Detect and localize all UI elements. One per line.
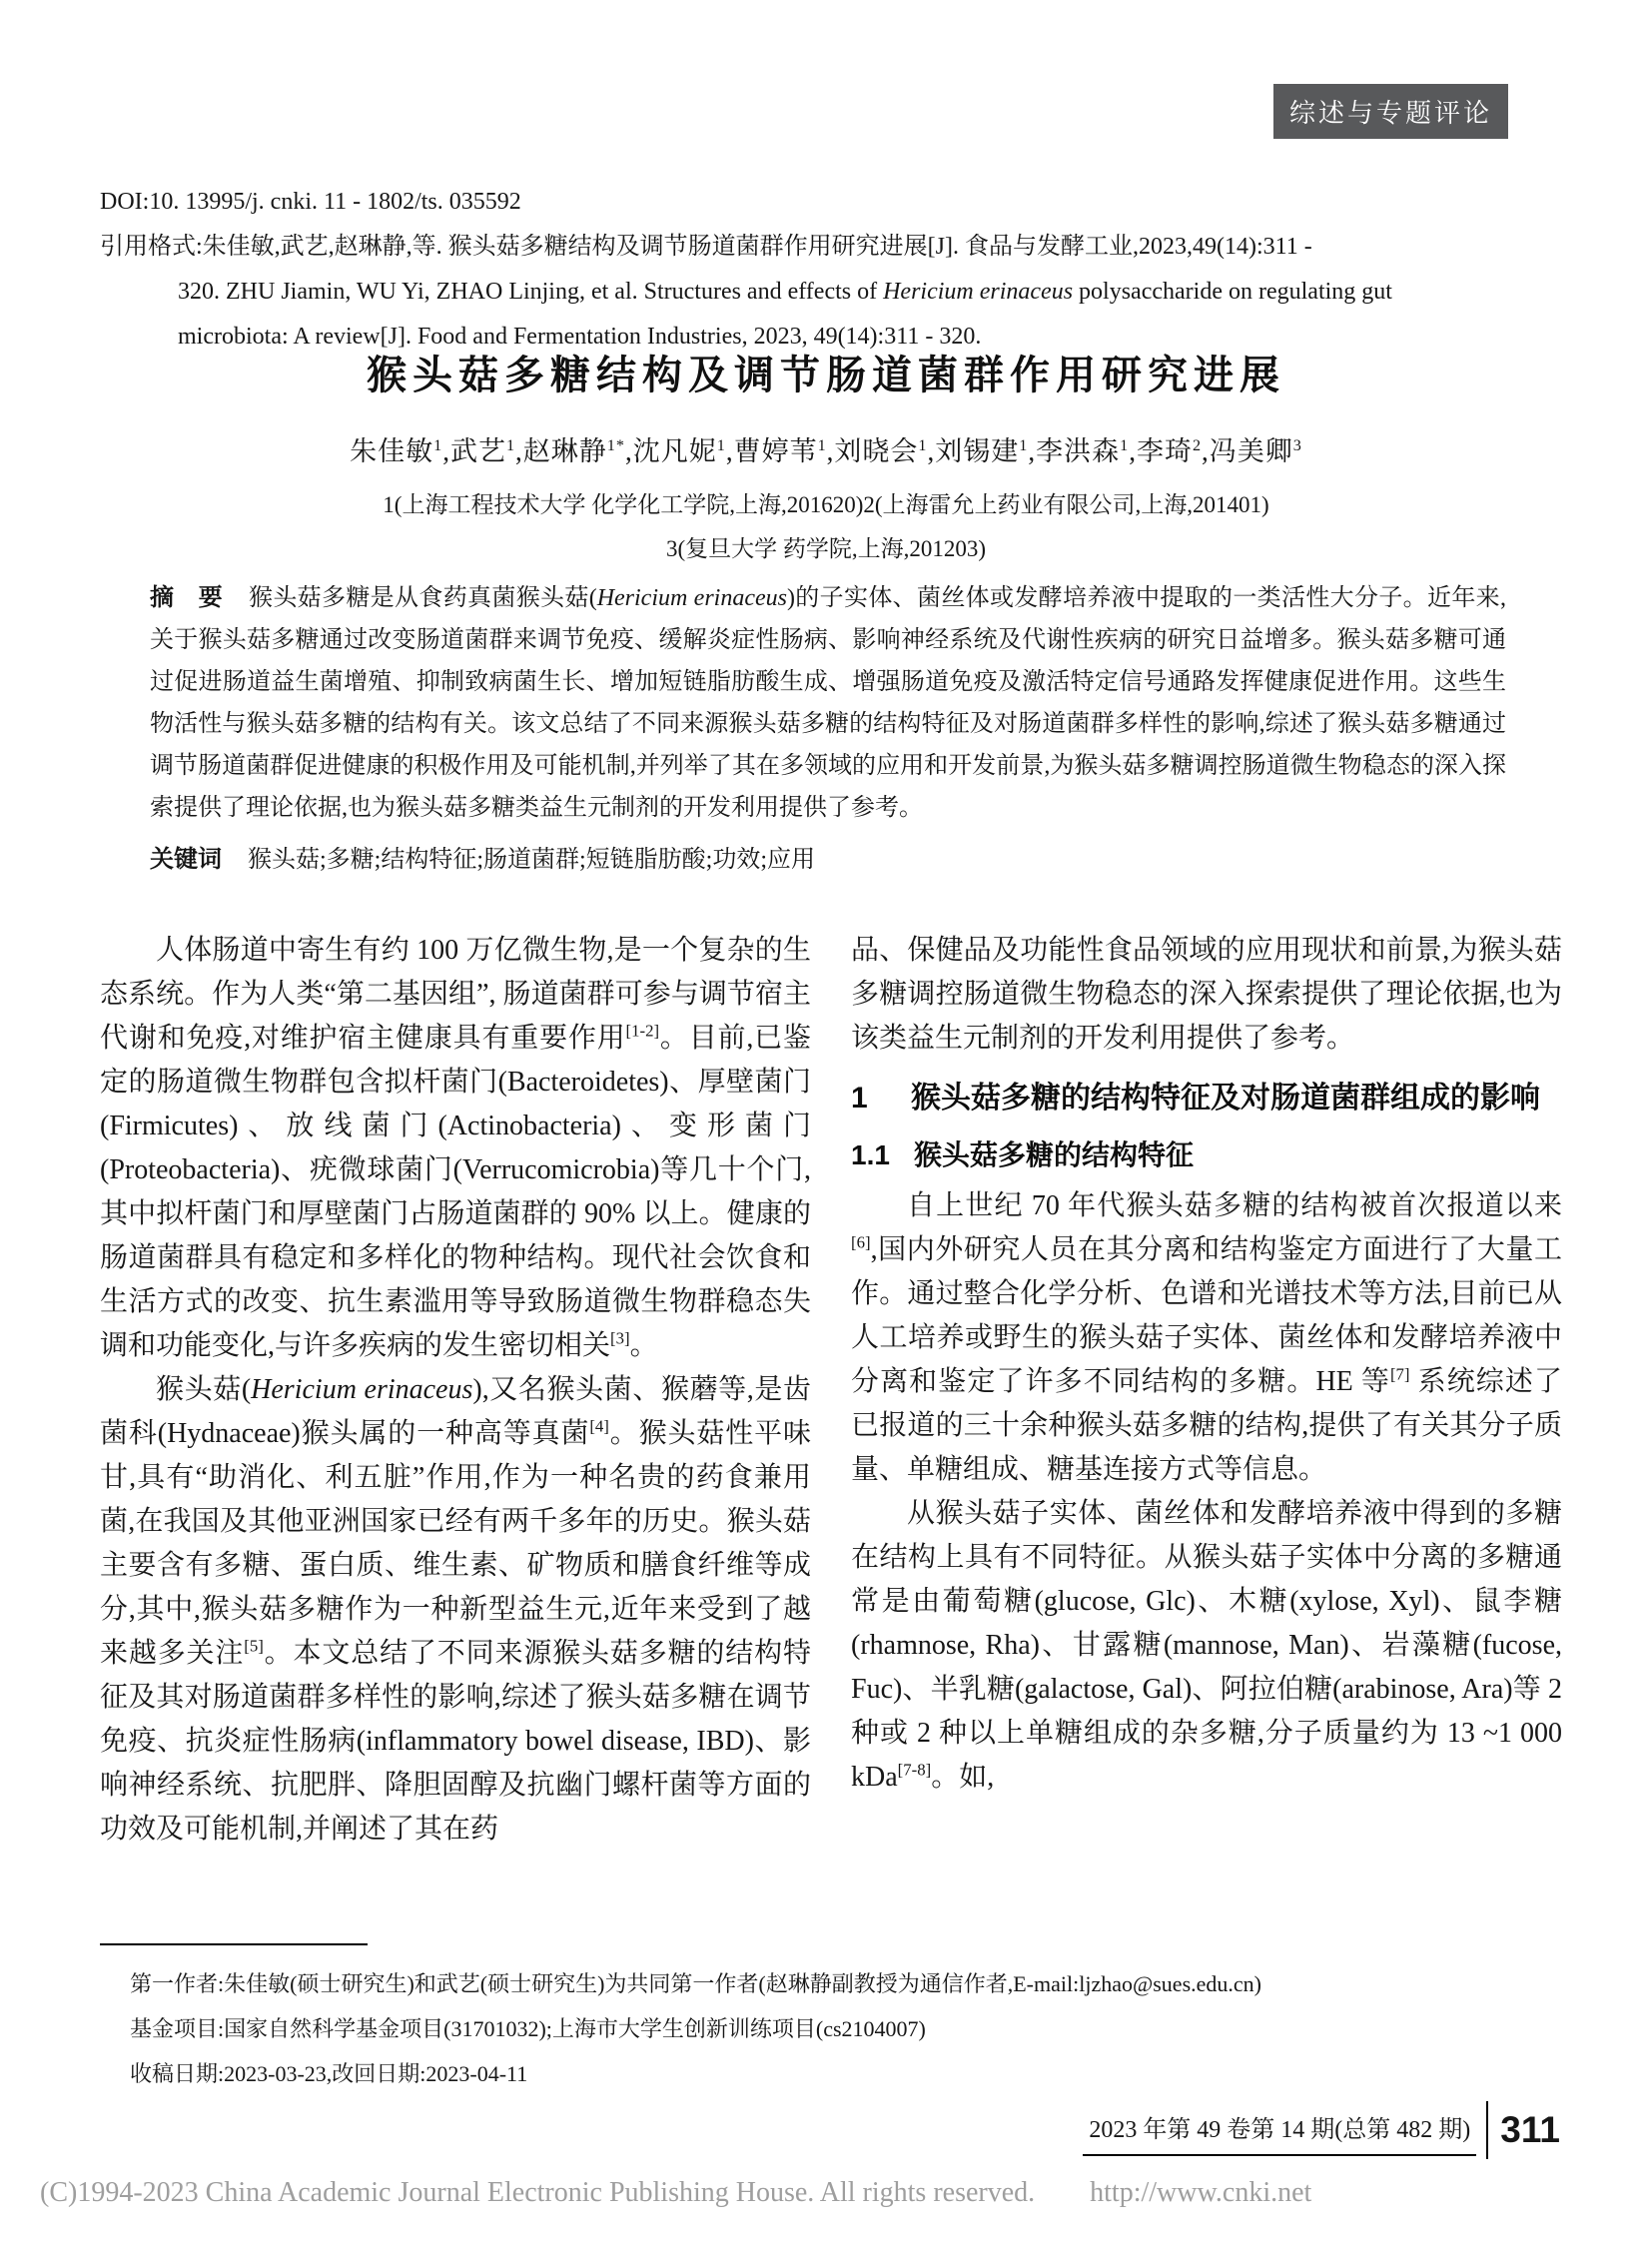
section-1-1-number: 1.1 bbox=[851, 1139, 890, 1170]
article-body bbox=[100, 929, 1562, 1852]
page-footer bbox=[1083, 2101, 1560, 2159]
section-1-1-title: 猴头菇多糖的结构特征 bbox=[913, 1139, 1194, 1170]
footnote-dates: 收稿日期:2023-03-23,改回日期:2023-04-11 bbox=[130, 2061, 528, 2086]
body-right-column bbox=[851, 929, 1562, 1852]
copyright-url: http://www.cnki.net bbox=[1090, 2177, 1312, 2208]
keywords-line bbox=[150, 839, 1506, 874]
section-1-number: 1 bbox=[851, 1082, 868, 1115]
footnote-first-author: 第一作者:朱佳敏(硕士研究生)和武艺(硕士研究生)为共同第一作者(赵琳静副教授为通信作者,E-mail:ljzhao@sues.edu.cn) bbox=[130, 1971, 1261, 1996]
page-number: 311 bbox=[1500, 2109, 1560, 2150]
affiliation-line-1: 1(上海工程技术大学 化学化工学院,上海,201620)2(上海雷允上药业有限公司,上海,201401) bbox=[383, 492, 1269, 517]
paragraph-hericium-intro: 猴头菇(Hericium erinaceus),又名猴头菌、猴蘑等,是齿菌科(Hydnaceae)猴头属的一种高等真菌[4]。猴头菇性平味甘,具有“助消化、利五脏”作用,作为一种名贵的药食兼用菌,在我国及其他亚洲国家已经有两千多年的历史。猴头菇主要含有多糖、蛋白质、维生素、矿物质和膳食纤维等成分,其中,猴头菇多糖作为一种新型益生元,近年来受到了越来越多关注[5]。本文总结了不同来源猴头菇多糖的结构特征及其对肠道菌群多样性的影响,综述了猴头菇多糖在调节免疫、抗炎症性肠病(inflammatory bowel disease, IBD)、影响神经系统、抗肥胖、降胆固醇及抗幽门螺杆菌等方面的功效及可能机制,并阐述了其在药 bbox=[100, 1374, 812, 1845]
paper-title: 猴头菇多糖结构及调节肠道菌群作用研究进展 bbox=[367, 353, 1285, 397]
header-block bbox=[100, 180, 1568, 360]
section-1-title: 猴头菇多糖的结构特征及对肠道菌群组成的影响 bbox=[911, 1082, 1540, 1115]
abstract-block bbox=[150, 577, 1506, 874]
citation-line-2: 320. ZHU Jiamin, WU Yi, ZHAO Linjing, et al. Structures and effects of Hericium erinaceus polysaccharide on regulating gut bbox=[178, 279, 1392, 305]
section-1-1-heading bbox=[851, 1132, 1562, 1178]
footnote-block bbox=[100, 1943, 1562, 2096]
copyright-text: (C)1994-2023 China Academic Journal Electronic Publishing House. All rights reserved. bbox=[40, 2177, 1036, 2208]
section-1-heading bbox=[851, 1075, 1560, 1122]
doi-line: DOI:10. 13995/j. cnki. 11 - 1802/ts. 035592 bbox=[100, 189, 521, 215]
copyright-notice bbox=[40, 2177, 1311, 2209]
footer-divider bbox=[1486, 2101, 1488, 2159]
authors-line: 朱佳敏$^1$,武艺$^1$,赵琳静$^{1*}$,沈凡妮$^1$,曹婷苇$^1$,刘晓会$^1$,刘锡建$^1$,李洪森$^1$,李琦$^2$,冯美卿$^3$ bbox=[350, 436, 1302, 466]
journal-issue-info: 2023 年第 49 卷第 14 期(总第 482 期) bbox=[1083, 2105, 1476, 2156]
abstract bbox=[150, 577, 1506, 829]
footnote-divider bbox=[100, 1943, 368, 1945]
review-badge: 综述与专题评论 bbox=[1273, 84, 1508, 139]
keywords-label: 关键词 bbox=[150, 846, 222, 873]
affiliation-line-2: 3(复旦大学 药学院,上海,201203) bbox=[665, 536, 987, 561]
abstract-text: 猴头菇多糖是从食药真菌猴头菇(Hericium erinaceus)的子实体、菌丝体或发酵培养液中提取的一类活性大分子。近年来,关于猴头菇多糖通过改变肠道菌群来调节免疫、缓解炎症性肠病、影响神经系统及代谢性疾病的研究日益增多。猴头菇多糖可通过促进肠道益生菌增殖、抑制致病菌生长、增加短链脂肪酸生成、增强肠道免疫及激活特定信号通路发挥健康促进作用。这些生物活性与猴头菇多糖的结构有关。该文总结了不同来源猴头菇多糖的结构特征及对肠道菌群多样性的影响,综述了猴头菇多糖通过调节肠道菌群促进健康的积极作用及可能机制,并列举了其在多领域的应用和开发前景,为猴头菇多糖调控肠道微生物稳态的深入探索提供了理论依据,也为猴头菇多糖类益生元制剂的开发利用提供了参考。 bbox=[150, 585, 1507, 821]
abstract-label: 摘 要 bbox=[150, 584, 224, 611]
footnote-funding: 基金项目:国家自然科学基金项目(31701032);上海市大学生创新训练项目(cs2104007) bbox=[130, 2016, 926, 2041]
keywords-text: 猴头菇;多糖;结构特征;肠道菌群;短链脂肪酸;功效;应用 bbox=[248, 847, 816, 873]
affiliations bbox=[0, 483, 1652, 571]
body-left-column bbox=[100, 929, 811, 1852]
paragraph-continuation: 品、保健品及功能性食品领域的应用现状和前景,为猴头菇多糖调控肠道微生物稳态的深入探索提供了理论依据,也为该类益生元制剂的开发利用提供了参考。 bbox=[851, 935, 1562, 1054]
citation-line-1: 引用格式:朱佳敏,武艺,赵琳静,等. 猴头菇多糖结构及调节肠道菌群作用研究进展[J]. 食品与发酵工业,2023,49(14):311 - bbox=[100, 234, 1312, 260]
paragraph-monosaccharides: 从猴头菇子实体、菌丝体和发酵培养液中得到的多糖在结构上具有不同特征。从猴头菇子实体中分离的多糖通常是由葡萄糖(glucose, Glc)、木糖(xylose, Xyl)、鼠李糖(rhamnose, Rha)、甘露糖(mannose, Man)、岩藻糖(fucose, Fuc)、半乳糖(galactose, Gal)、阿拉伯糖(arabinose, Ara)等 2 种或 2 种以上单糖组成的杂多糖,分子质量约为 13 ~1 000 kDa[7-8]。如, bbox=[851, 1498, 1562, 1793]
paragraph-structure-history: 自上世纪 70 年代猴头菇多糖的结构被首次报道以来[6],国内外研究人员在其分离和结构鉴定方面进行了大量工作。通过整合化学分析、色谱和光谱技术等方法,目前已从人工培养或野生的猴头菇子实体、菌丝体和发酵培养液中分离和鉴定了许多不同结构的多糖。HE 等[7] 系统综述了已报道的三十余种猴头菇多糖的结构,提供了有关其分子质量、单糖组成、糖基连接方式等信息。 bbox=[851, 1190, 1562, 1485]
paragraph-intro-microbiota: 人体肠道中寄生有约 100 万亿微生物,是一个复杂的生态系统。作为人类“第二基因组”, 肠道菌群可参与调节宿主代谢和免疫,对维护宿主健康具有重要作用[1-2]。目前,已鉴定的肠道微生物群包含拟杆菌门(Bacteroidetes)、厚壁菌门(Firmicutes)、放线菌门(Actinobacteria)、变形菌门(Proteobacteria)、疣微球菌门(Verrucomicrobia)等几十个门,其中拟杆菌门和厚壁菌门占肠道菌群的 90% 以上。健康的肠道菌群具有稳定和多样化的物种结构。现代社会饮食和生活方式的改变、抗生素滥用等导致肠道微生物群稳态失调和功能变化,与许多疾病的发生密切相关[3]。 bbox=[100, 935, 811, 1361]
citation-line-3: microbiota: A review[J]. Food and Fermentation Industries, 2023, 49(14):311 - 320. bbox=[178, 324, 982, 350]
